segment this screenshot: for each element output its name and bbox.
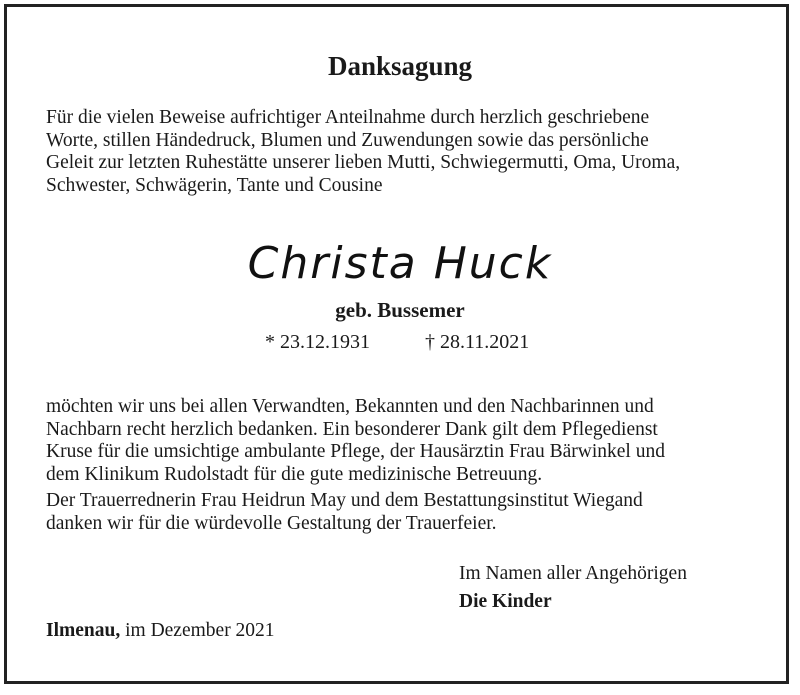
signature-names [459,589,552,615]
thanks-line: Kruse für die umsichtige ambulante Pflege, der Hausärztin Frau Bärwinkel und [46,441,665,462]
birth-date: * 23.12.1931 [265,331,370,353]
thanks-line: Nachbarn recht herzlich bedanken. Ein besonderer Dank gilt dem Pflegedienst [46,418,658,440]
date-text: im Dezember 2021 [120,620,275,641]
thanks2-paragraph [46,490,766,535]
maiden-name: geb. Bussemer [335,298,465,322]
thanks-paragraph [46,396,766,486]
place-name: Ilmenau, [46,620,121,641]
thanks-line: möchten wir uns bei allen Verwandten, Bekannten und den Nachbarinnen und [46,396,654,417]
thanks-line: dem Klinikum Rudolstadt für die gute medizinische Betreuung. [46,463,543,485]
notice-heading: Danksagung [327,51,473,81]
signature-names-text: Die Kinder [459,591,552,612]
place-date [46,618,275,644]
thanks2-line: Der Trauerrednerin Frau Heidrun May und dem Bestattungsinstitut Wiegand [46,490,643,511]
intro-line: Für die vielen Beweise aufrichtiger Anteilnahme durch herzlich geschriebene [46,107,650,128]
intro-line: Geleit zur letzten Ruhestätte unserer lieben Mutti, Schwiegermutti, Oma, Uroma, [46,152,681,173]
intro-paragraph [46,107,766,197]
intro-line: Worte, stillen Händedruck, Blumen und Zuwendungen sowie das persönliche [46,129,649,151]
intro-line: Schwester, Schwägerin, Tante und Cousine [46,174,383,196]
signature-line: Im Namen aller Angehörigen [459,563,687,584]
death-date: † 28.11.2021 [425,331,530,353]
thanks2-line: danken wir für die würdevolle Gestaltung der Trauerfeier. [46,512,497,534]
deceased-name: Christa Huck [247,238,553,289]
